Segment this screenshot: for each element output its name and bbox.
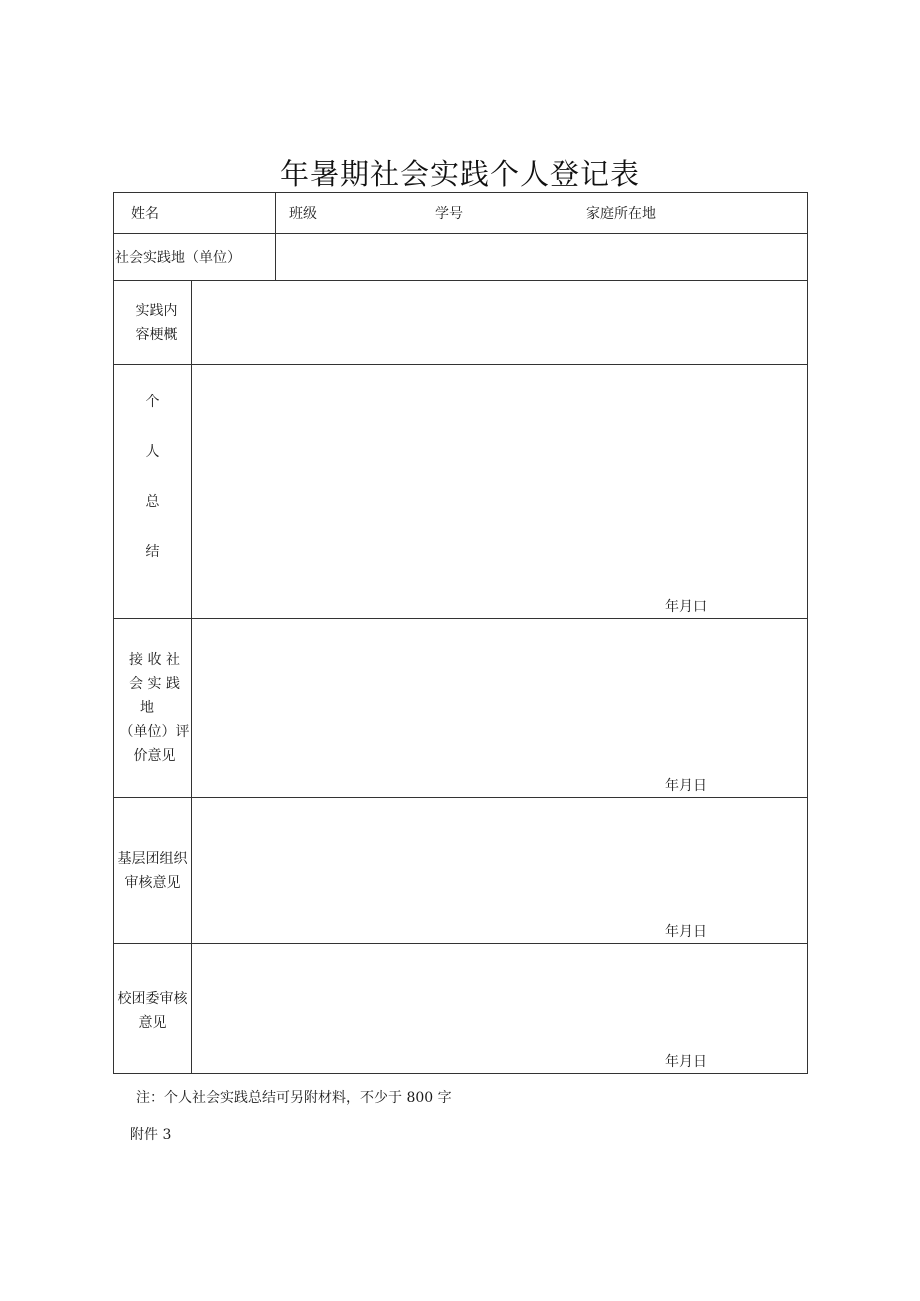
unit-evaluation-value-cell[interactable] [192,619,808,798]
page-title: 年暑期社会实践个人登记表 [279,157,640,191]
unit-evaluation-label-line4: （单位）评 [119,724,190,740]
grassroots-review-label-line2: 审核意见 [124,874,181,891]
unit-value-cell[interactable] [276,234,808,281]
content-summary-label-cell [114,281,192,365]
unit-evaluation-label-cell [114,619,192,798]
content-summary-row [114,281,808,365]
school-review-label-line1: 校团委审核 [117,991,188,1007]
name-label: 姓名 [131,206,159,222]
school-review-label-line2: 意见 [138,1015,167,1031]
student-id-label: 学号 [435,206,463,222]
school-review-value-cell[interactable] [192,944,808,1074]
name-cell[interactable] [114,193,276,234]
unit-label-cell [114,234,276,281]
unit-evaluation-label-line1: 接 收 社 [129,652,180,668]
basic-info-row [114,193,808,234]
school-review-row [114,944,808,1074]
personal-summary-row [114,365,808,619]
unit-evaluation-label-line5: 价意见 [133,748,176,764]
unit-label: 社会实践地（单位） [115,250,241,266]
grassroots-review-row [114,798,808,944]
unit-evaluation-label-line2: 会 实 践 [129,676,180,692]
grassroots-review-value-cell[interactable] [192,798,808,944]
unit-evaluation-date: 年月日 [665,778,707,794]
grassroots-review-date: 年月日 [665,924,707,940]
school-review-date: 年月日 [665,1054,707,1070]
class-id-home-cell[interactable] [276,193,808,234]
content-summary-label-line2: 容梗概 [135,326,178,343]
unit-evaluation-label-line3: 地 [140,700,154,716]
home-label: 家庭所在地 [586,206,656,222]
personal-summary-label-char-4: 结 [145,544,160,560]
unit-evaluation-row [114,619,808,798]
grassroots-review-label-line1: 基层团组织 [117,850,188,867]
class-label: 班级 [289,206,317,222]
personal-summary-date: 年月口 [665,599,707,615]
personal-summary-label-cell [114,365,192,619]
annex-label: 附件 3 [130,1127,172,1143]
personal-summary-label-char-2: 人 [145,444,160,460]
content-summary-label-line1: 实践内 [135,302,178,319]
school-review-label-cell [114,944,192,1074]
personal-summary-value-cell[interactable] [192,365,808,619]
footnote: 注：个人社会实践总结可另附材料，不少于 800 字 [136,1090,452,1106]
content-summary-value-cell[interactable] [192,281,808,365]
unit-row [114,234,808,281]
personal-summary-label-char-3: 总 [145,494,160,510]
personal-summary-label-char-1: 个 [145,394,160,410]
grassroots-review-label-cell [114,798,192,944]
registration-form [113,192,808,1074]
